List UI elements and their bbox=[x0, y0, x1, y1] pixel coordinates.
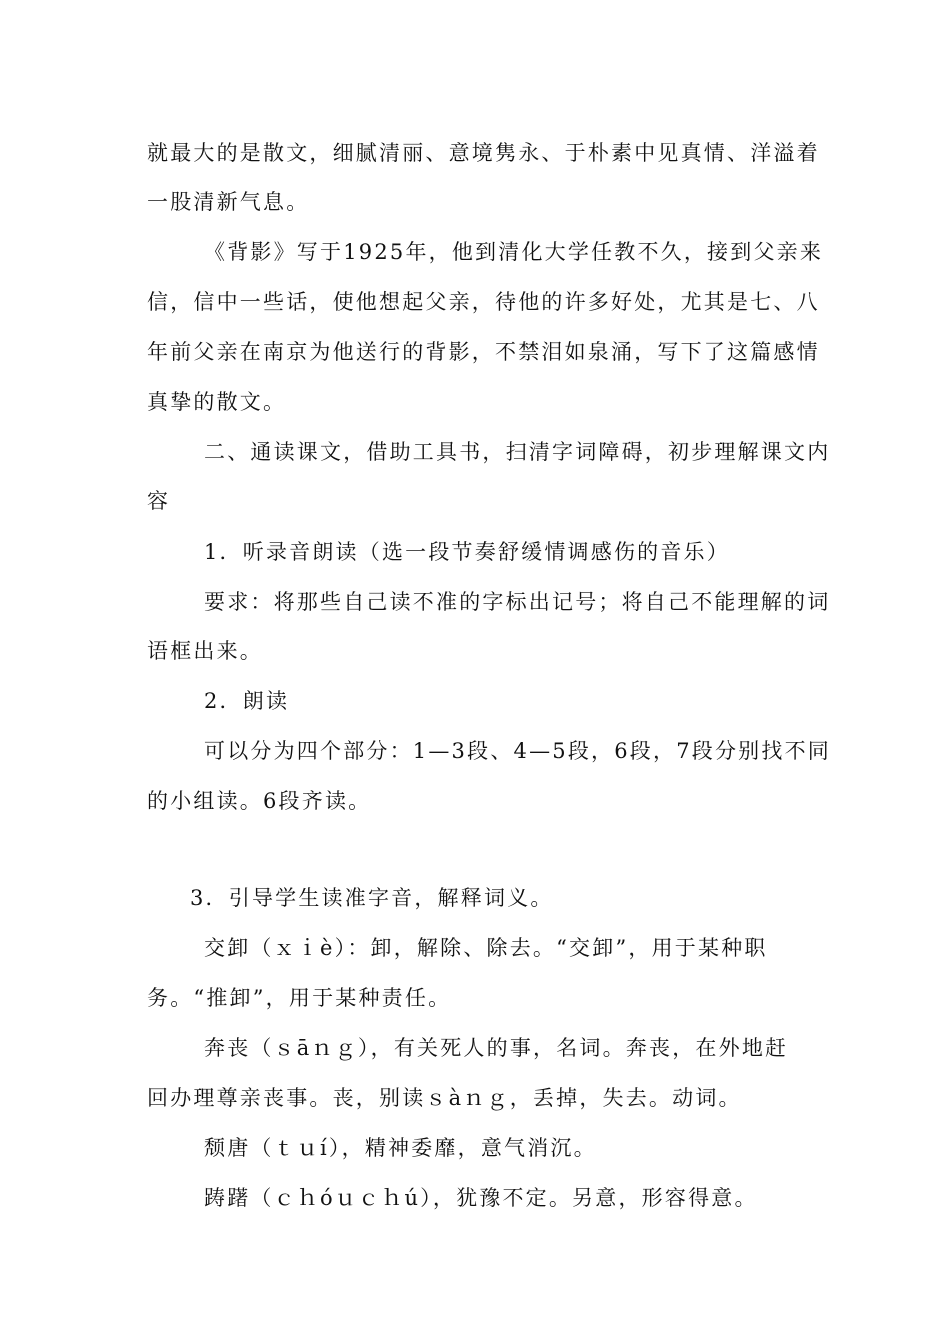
list-item-heading: 2．朗读 bbox=[204, 689, 290, 713]
list-item-heading: 3．引导学生读准字音，解释词义。 bbox=[190, 886, 554, 910]
text-line: 的小组读。6段齐读。 bbox=[147, 789, 372, 813]
text-line: 可以分为四个部分：1—3段、4—5段，6段，7段分别找不同 bbox=[204, 739, 831, 763]
text-line: 奔丧（ｓāｎｇ），有关死人的事，名词。奔丧，在外地赶 bbox=[204, 1036, 789, 1060]
text-line: 《背影》写于1925年，他到清化大学任教不久，接到父亲来 bbox=[204, 240, 824, 264]
text-line: 务。“推卸”，用于某种责任。 bbox=[147, 986, 452, 1010]
list-item-heading: 1．听录音朗读（选一段节奏舒缓情调感伤的音乐） bbox=[204, 540, 730, 564]
text-line: 年前父亲在南京为他送行的背影，不禁泪如泉涌，写下了这篇感情 bbox=[147, 340, 820, 364]
text-line: 回办理尊亲丧事。丧，别读ｓàｎｇ，丢掉，失去。动词。 bbox=[147, 1086, 742, 1110]
text-line: 踌躇（ｃｈóｕｃｈú），犹豫不定。另意，形容得意。 bbox=[204, 1186, 758, 1210]
text-line: 容 bbox=[147, 489, 171, 513]
text-line: 真挚的散文。 bbox=[147, 390, 287, 414]
section-heading: 二、通读课文，借助工具书，扫清字词障碍，初步理解课文内 bbox=[204, 440, 831, 464]
text-line: 信，信中一些话，使他想起父亲，待他的许多好处，尤其是七、八 bbox=[147, 290, 820, 314]
text-line: 一股清新气息。 bbox=[147, 190, 310, 214]
text-line: 颓唐（ｔｕí），精神委靡，意气消沉。 bbox=[204, 1136, 597, 1160]
text-line: 语框出来。 bbox=[147, 639, 263, 663]
text-line: 就最大的是散文，细腻清丽、意境隽永、于朴素中见真情、洋溢着 bbox=[147, 141, 820, 165]
text-line: 交卸（ｘｉè）：卸，解除、除去。“交卸”，用于某种职 bbox=[204, 936, 768, 960]
text-line: 要求：将那些自己读不准的字标出记号；将自己不能理解的词 bbox=[204, 590, 831, 614]
